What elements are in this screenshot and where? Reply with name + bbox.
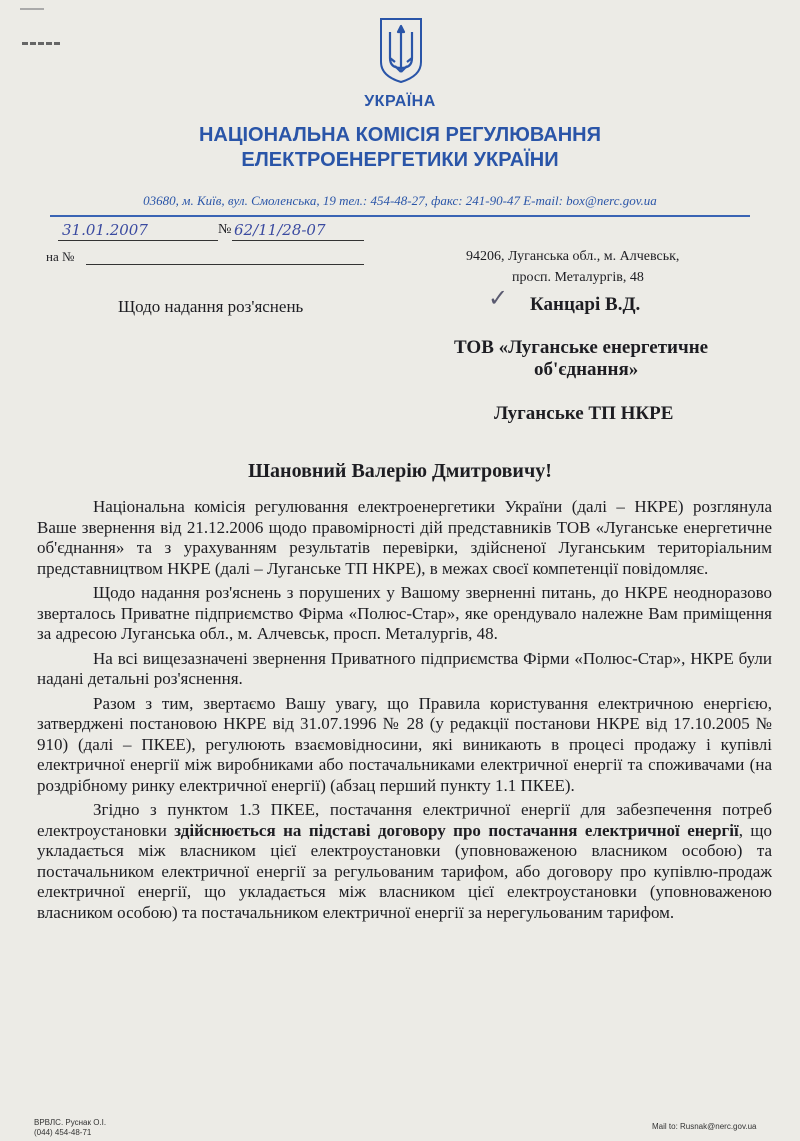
body-paragraph bbox=[37, 800, 772, 923]
date-underline bbox=[58, 240, 218, 241]
trident-emblem-icon bbox=[378, 16, 424, 84]
header-divider bbox=[50, 215, 750, 217]
salutation: Шановний Валерію Дмитровичу! bbox=[248, 460, 552, 482]
reference-underline bbox=[86, 264, 364, 265]
checkmark-icon: ✓ bbox=[488, 284, 509, 312]
recipient-org-line1: ТОВ «Луганське енергетичне bbox=[454, 337, 709, 358]
letter-subject: Щодо надання роз'яснень bbox=[118, 297, 304, 316]
org-name-line1: НАЦІОНАЛЬНА КОМІСІЯ РЕГУЛЮВАННЯ bbox=[198, 124, 601, 146]
org-address: 03680, м. Київ, вул. Смоленська, 19 тел.: 454-48-27, факс: 241-90-47 E-mail: box@nerc.gov.ua bbox=[143, 193, 657, 208]
body-text: , що укладається між власником цієї електроустановки (уповноваженою власником особою) та постачальником електричної енергії за регульованим тарифом, або договору про купівлю-продаж електричної енергії, що укладається між власником цієї електроустановки (уповноваженою власником особою) та постачальником електричної енергії за нерегульованим тарифом. bbox=[37, 820, 772, 922]
recipient-name: Канцарі В.Д. bbox=[530, 294, 641, 315]
body-paragraph: На всі вищезазначені звернення Приватного підприємства Фірми «Полюс-Стар», НКРЕ були надані детальні роз'яснення. bbox=[37, 648, 772, 688]
body-emphasis: здійснюється на підставі договору про постачання електричної енергії bbox=[174, 820, 739, 840]
recipient-address-line2: просп. Металургів, 48 bbox=[512, 270, 644, 285]
number-sign: № bbox=[218, 222, 232, 237]
body-paragraph: Разом з тим, звертаємо Вашу увагу, що Правила користування електричною енергією, затверджені постановою НКРЕ від 31.07.1996 № 28 (у редакції постанови НКРЕ від 17.10.2005 № 910) (далі – ПКЕЕ), регулюють взаємовідносини, які виникають в процесі продажу і купівлі електричної енергії між виробниками або постачальниками електричної енергії та споживачами (на роздрібному ринку електричної енергії) (абзац перший пункту 1.1 ПКЕЕ). bbox=[37, 693, 772, 795]
number-underline bbox=[232, 240, 364, 241]
body-paragraph: Щодо надання роз'яснень з порушених у Вашому зверненні питань, до НКРЕ неодноразово зверталось Приватне підприємство Фірма «Полюс-Стар», яке орендувало належне Вам приміщення за адресою Луганська обл., м. Алчевськ, просп. Металургів, 48. bbox=[37, 583, 772, 643]
reference-label: на № bbox=[46, 249, 75, 264]
recipient-office: Луганське ТП НКРЕ bbox=[494, 403, 674, 424]
body-text: Згідно з пунктом 1.3 ПКЕЕ, постачання електричної енергії для забезпечення потреб електроустановки bbox=[37, 800, 772, 840]
letter-body bbox=[37, 497, 772, 927]
org-name-line2: ЕЛЕКТРОЕНЕРГЕТИКИ УКРАЇНИ bbox=[241, 149, 559, 171]
executor-email: Mail to: Rusnak@nerc.gov.ua bbox=[652, 1122, 757, 1131]
executor-name: ВРВЛС. Руснак О.І. bbox=[34, 1118, 107, 1127]
letter-number: 62/11/28-07 bbox=[234, 221, 326, 239]
letter-date: 31.01.2007 bbox=[62, 221, 148, 239]
recipient-address-line1: 94206, Луганська обл., м. Алчевськ, bbox=[466, 249, 680, 264]
recipient-org-line2: об'єднання» bbox=[534, 359, 639, 380]
scan-mark bbox=[22, 42, 60, 45]
executor-phone: (044) 454-48-71 bbox=[34, 1128, 92, 1137]
scan-mark bbox=[20, 8, 44, 10]
body-paragraph: Національна комісія регулювання електроенергетики України (далі – НКРЕ) розглянула Ваше звернення від 21.12.2006 щодо правомірності дій представників ТОВ «Луганське енергетичне об'єднання» та з урахуванням результатів перевірки, здійсненої Луганським територіальним представництвом НКРЕ (далі – Луганське ТП НКРЕ), в межах своєї компетенції повідомляє. bbox=[37, 497, 772, 578]
country-title: УКРАЇНА bbox=[364, 93, 436, 110]
